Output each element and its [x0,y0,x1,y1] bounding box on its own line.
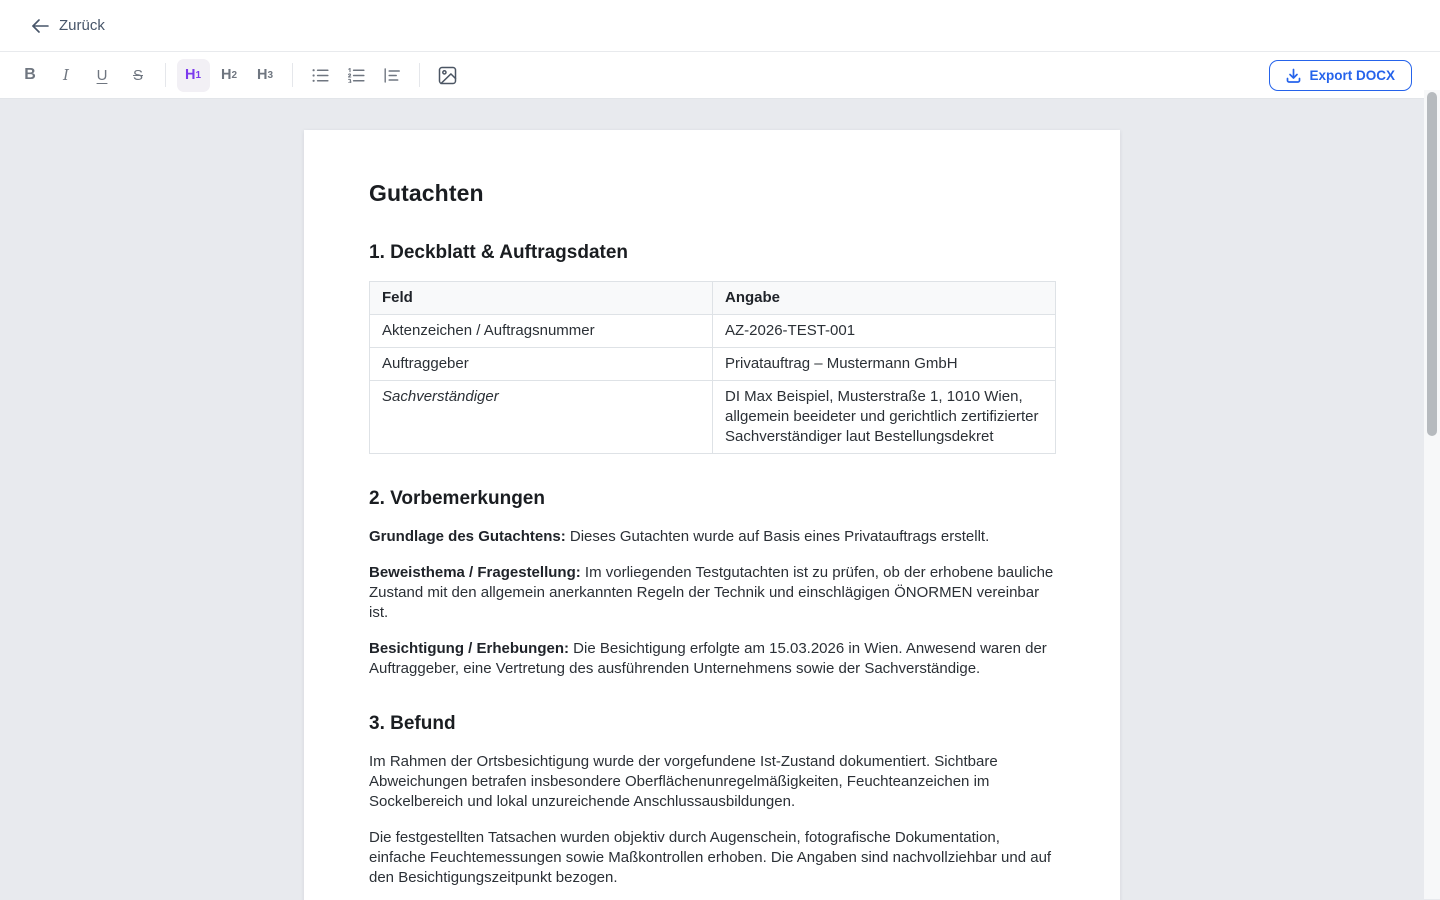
document-title[interactable]: Gutachten [369,180,484,206]
back-label: Zurück [59,17,105,34]
toolbar-divider [292,63,293,87]
table-cell-field[interactable]: Aktenzeichen / Auftragsnummer [370,315,713,348]
insert-image-button[interactable] [431,59,464,92]
table-cell-field[interactable]: Sachverständiger [370,381,713,454]
export-docx-button[interactable] [1269,60,1412,91]
indent-icon [384,68,401,83]
heading3-button[interactable]: H 3 [249,59,282,92]
section-heading-deckblatt[interactable]: 1. Deckblatt & Auftragsdaten [369,242,629,263]
table-header-row [370,282,1056,315]
table-cell-field[interactable]: Auftraggeber [370,348,713,381]
paragraph[interactable]: Grundlage des Gutachtens: Dieses Gutachten wurde auf Basis eines Privatauftrags erstellt. [369,528,990,545]
toolbar-divider [165,63,166,87]
paragraph[interactable]: Beweisthema / Fragestellung: Im vorliegenden Testgutachten ist zu prüfen, ob der erhobene bauliche Zustand mit den allgemein anerkannten Regeln der Technik und einschlägigen ÖNORMEN vereinbar ist. [369,564,1054,621]
ordered-list-icon [348,68,365,83]
image-icon [438,66,457,85]
table-cell-value[interactable]: AZ-2026-TEST-001 [713,315,1056,348]
table-row [370,315,1056,348]
scrollbar-thumb[interactable] [1427,92,1437,436]
ordered-list-button[interactable] [340,59,373,92]
editor-canvas [0,99,1440,899]
toolbar-divider [419,63,420,87]
document-page[interactable] [304,130,1120,900]
table-row [370,348,1056,381]
section-heading-befund[interactable]: 3. Befund [369,713,456,734]
formatting-toolbar [0,52,1440,99]
underline-button[interactable]: U [86,59,119,92]
bold-button[interactable]: B [14,59,47,92]
bullet-list-icon [312,68,329,83]
indent-button[interactable] [376,59,409,92]
auftragsdaten-table[interactable] [369,281,1056,454]
arrow-left-icon [32,19,49,33]
bullet-list-button[interactable] [304,59,337,92]
heading1-button[interactable]: H 1 [177,59,210,92]
heading2-button[interactable]: H 2 [213,59,246,92]
table-header-angabe[interactable]: Angabe [713,282,1056,315]
table-row [370,381,1056,454]
download-icon [1286,68,1301,83]
topbar [0,0,1440,52]
strikethrough-button[interactable]: S [122,59,155,92]
paragraph[interactable]: Die festgestellten Tatsachen wurden objektiv durch Augenschein, fotografische Dokumentation, einfache Feuchtemessungen sowie Maßkontrollen erhoben. Die Angaben sind nachvollziehbar und auf den Besichtigungszeitpunkt bezogen. [369,829,1052,886]
table-cell-value[interactable]: DI Max Beispiel, Musterstraße 1, 1010 Wien, allgemein beeideter und gerichtlich zertifizierter Sachverständiger laut Bestellungsdekret [713,381,1056,454]
paragraph[interactable]: Besichtigung / Erhebungen: Die Besichtigung erfolgte am 15.03.2026 in Wien. Anwesend waren der Auftraggeber, eine Vertretung des ausführenden Unternehmens sowie der Sachverständige. [369,640,1047,677]
paragraph[interactable]: Im Rahmen der Ortsbesichtigung wurde der vorgefundene Ist-Zustand dokumentiert. Sichtbare Abweichungen betrafen insbesondere Oberflächenunregelmäßigkeiten, Feuchteanzeichen im Sockelbereich und lokal unzureichende Anschlussausbildungen. [369,753,998,810]
italic-button[interactable]: I [50,59,83,92]
back-button[interactable] [32,17,105,34]
table-cell-value[interactable]: Privatauftrag – Mustermann GmbH [713,348,1056,381]
table-header-feld[interactable]: Feld [370,282,713,315]
export-docx-label: Export DOCX [1309,67,1395,83]
section-heading-vorbemerkungen[interactable]: 2. Vorbemerkungen [369,488,545,509]
scrollbar-track[interactable] [1424,90,1440,899]
